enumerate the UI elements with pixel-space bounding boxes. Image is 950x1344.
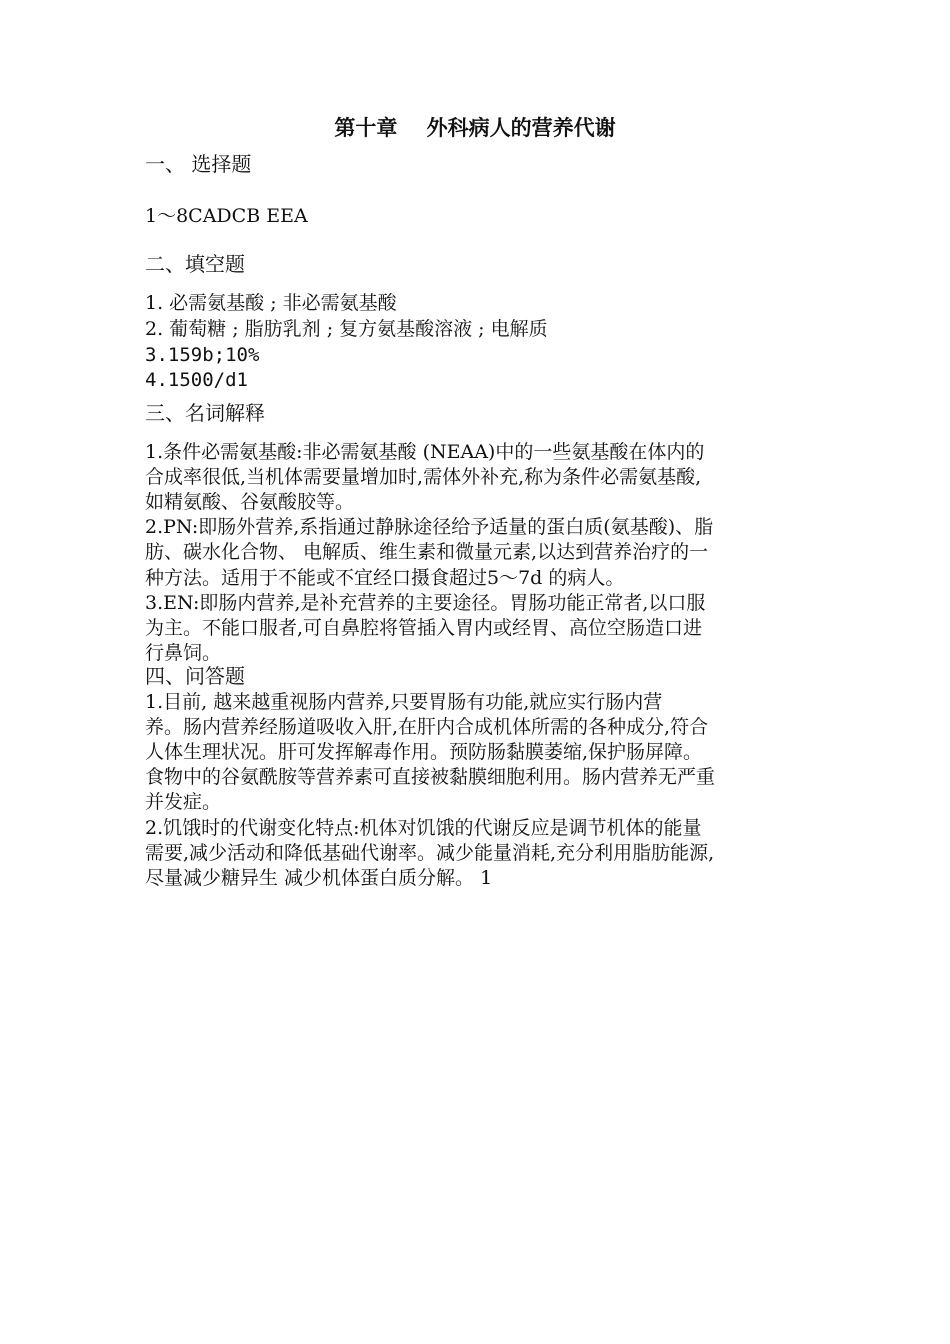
fill-blank-item: 4.1500/d1	[145, 369, 248, 391]
term-line: 为主。不能口服者,可自鼻腔将管插入胃内或经胃、高位空肠造口进	[145, 617, 703, 639]
answer-line: 2.饥饿时的代谢变化特点:机体对饥饿的代谢反应是调节机体的能量	[145, 817, 702, 839]
term-line: 种方法。适用于不能或不宜经口摄食超过5～7d 的病人。	[145, 567, 625, 589]
chapter-title: 第十章 外科病人的营养代谢	[334, 115, 616, 140]
answer-line: 1.目前, 越来越重视肠内营养,只要胃肠有功能,就应实行肠内营	[145, 691, 663, 713]
answer-line: 需要,减少活动和降低基础代谢率。减少能量消耗,充分利用脂肪能源,	[145, 842, 715, 864]
answer-line: 并发症。	[145, 791, 222, 813]
term-line: 肪、碳水化合物、 电解质、维生素和微量元素,以达到营养治疗的一	[145, 541, 709, 563]
term-line: 如精氨酸、谷氨酸胶等。	[145, 491, 355, 513]
section-heading-fill-blank: 二、填空题	[145, 252, 245, 276]
term-line: 1.条件必需氨基酸:非必需氨基酸 (NEAA)中的一些氨基酸在体内的	[145, 441, 705, 463]
section-heading-choice: 一、 选择题	[145, 152, 252, 176]
answer-line: 尽量减少糖异生 减少机体蛋白质分解。 1	[145, 867, 493, 889]
term-line: 3.EN:即肠内营养,是补充营养的主要途径。胃肠功能正常者,以口服	[145, 592, 706, 614]
section-heading-qa: 四、问答题	[145, 664, 245, 688]
fill-blank-item: 2. 葡萄糖 ; 脂肪乳剂 ; 复方氨基酸溶液 ; 电解质	[145, 318, 548, 340]
answer-line: 养。肠内营养经肠道吸收入肝,在肝内合成机体所需的各种成分,符合	[145, 716, 709, 738]
term-line: 行鼻饲。	[145, 642, 222, 664]
term-line: 2.PN:即肠外营养,系指通过静脉途径给予适量的蛋白质(氨基酸)、脂	[145, 516, 714, 538]
choice-answers: 1～8CADCB EEA	[145, 205, 308, 227]
term-line: 合成率很低,当机体需要量增加时,需体外补充,称为条件必需氨基酸,	[145, 466, 702, 488]
fill-blank-item: 1. 必需氨基酸 ; 非必需氨基酸	[145, 292, 397, 314]
answer-line: 食物中的谷氨酰胺等营养素可直接被黏膜细胞利用。肠内营养无严重	[145, 766, 716, 788]
fill-blank-item: 3.159b;10%	[145, 344, 260, 366]
section-heading-terms: 三、名词解释	[145, 401, 265, 425]
answer-line: 人体生理状况。肝可发挥解毒作用。预防肠黏膜萎缩,保护肠屏障。	[145, 741, 703, 763]
